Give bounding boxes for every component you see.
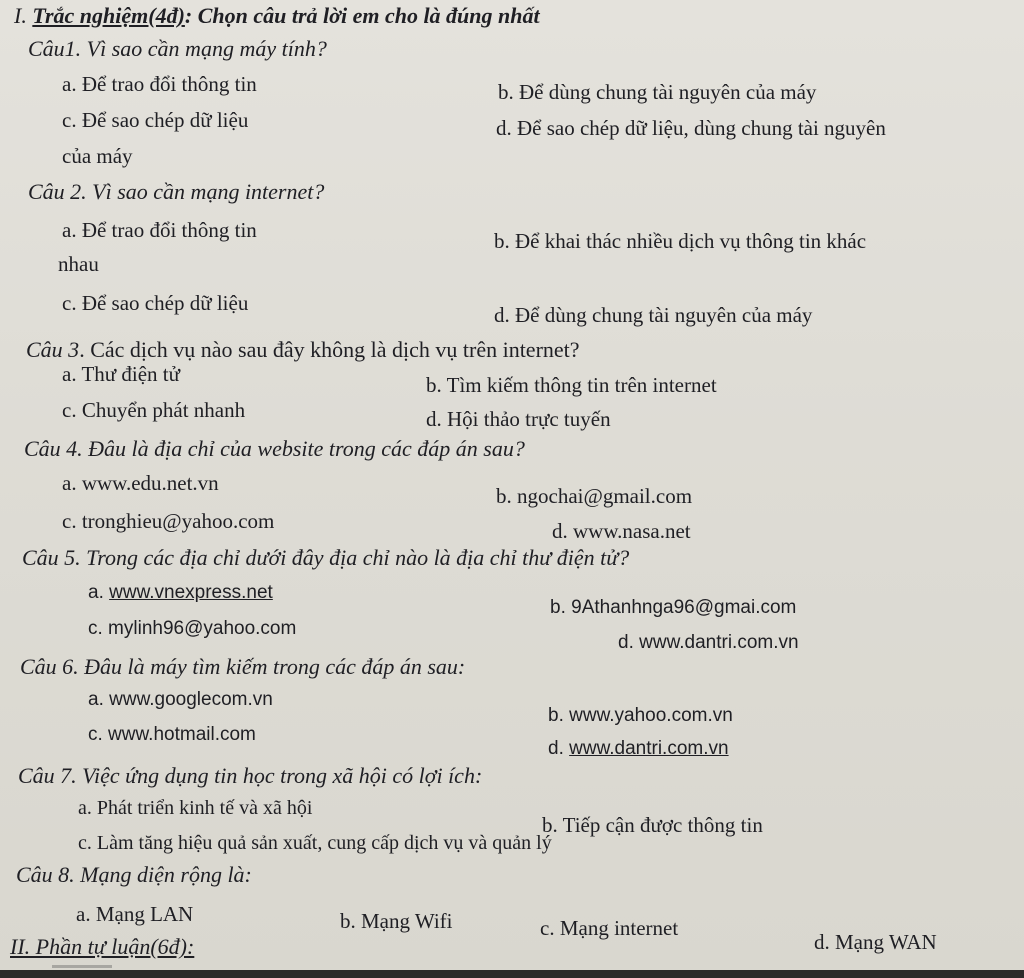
q5-option-a-prefix: a. xyxy=(88,582,110,603)
q5-option-a-link: www.vnexpress.net xyxy=(109,582,273,603)
q2-option-c: c. Để sao chép dữ liệu xyxy=(62,291,249,315)
q5-title: Câu 5. Trong các địa chỉ dưới đây địa chỉ nào là địa chỉ thư điện tử? xyxy=(22,545,630,570)
q3-option-d: d. Hội thảo trực tuyến xyxy=(426,407,611,431)
q5-option-a xyxy=(88,581,273,605)
q8-option-a: a. Mạng LAN xyxy=(76,902,194,926)
q6-option-d-link: www.dantri.com.vn xyxy=(569,738,729,759)
q7-option-a: a. Phát triển kinh tế và xã hội xyxy=(78,797,313,819)
section2-heading: II. Phần tự luận(6đ): xyxy=(10,934,195,959)
q1-option-d: d. Để sao chép dữ liệu, dùng chung tài nguyên xyxy=(496,116,886,140)
section1-instruction: : Chọn câu trả lời em cho là đúng nhất xyxy=(184,3,540,28)
q5-option-b: b. 9Athanhnga96@gmai.com xyxy=(550,597,797,618)
q6-option-c: c. www.hotmail.com xyxy=(88,724,256,745)
q3-label: Câu 3 xyxy=(26,337,80,362)
section1-label: Trắc nghiệm(4đ) xyxy=(32,3,185,28)
q3-title xyxy=(26,338,580,362)
section1-number: I. xyxy=(14,3,27,28)
q7-option-c: c. Làm tăng hiệu quả sản xuất, cung cấp dịch vụ và quản lý xyxy=(78,832,552,854)
cut-off-text xyxy=(52,960,112,970)
q4-option-c: c. tronghieu@yahoo.com xyxy=(62,509,275,533)
q2-option-b-continued: nhau xyxy=(58,252,99,276)
q7-option-b: b. Tiếp cận được thông tin xyxy=(542,813,763,837)
q5-option-d: d. www.dantri.com.vn xyxy=(618,632,799,653)
q8-option-b: b. Mạng Wifi xyxy=(340,909,453,933)
q3-text: . Các dịch vụ nào sau đây không là dịch vụ trên internet? xyxy=(79,337,580,362)
q2-option-d: d. Để dùng chung tài nguyên của máy xyxy=(494,303,813,327)
q5-option-c: c. mylinh96@yahoo.com xyxy=(88,618,297,639)
q8-title: Câu 8. Mạng diện rộng là: xyxy=(16,862,252,887)
q8-option-c: c. Mạng internet xyxy=(540,916,679,940)
q7-title: Câu 7. Việc ứng dụng tin học trong xã hội có lợi ích: xyxy=(18,763,483,788)
q1-option-c: c. Để sao chép dữ liệu xyxy=(62,108,249,132)
q6-option-b: b. www.yahoo.com.vn xyxy=(548,705,733,726)
q4-option-b: b. ngochai@gmail.com xyxy=(496,484,693,508)
q2-option-b: b. Để khai thác nhiều dịch vụ thông tin khác xyxy=(494,229,867,253)
q6-option-d-prefix: d. xyxy=(548,738,570,759)
q1-option-d-continued: của máy xyxy=(62,144,133,168)
q6-option-d xyxy=(548,737,729,761)
q3-option-b: b. Tìm kiếm thông tin trên internet xyxy=(426,373,717,397)
q2-title: Câu 2. Vì sao cần mạng internet? xyxy=(28,179,325,204)
q4-option-d: d. www.nasa.net xyxy=(552,519,691,543)
section1-heading xyxy=(14,4,540,28)
q3-option-c: c. Chuyển phát nhanh xyxy=(62,398,246,422)
q6-title: Câu 6. Đâu là máy tìm kiếm trong các đáp án sau: xyxy=(20,654,466,679)
q3-option-a: a. Thư điện tử xyxy=(62,362,181,386)
q4-title: Câu 4. Đâu là địa chỉ của website trong các đáp án sau? xyxy=(24,436,525,461)
q1-title: Câu1. Vì sao cần mạng máy tính? xyxy=(28,36,327,61)
q2-option-a: a. Để trao đổi thông tin xyxy=(62,218,257,242)
q1-option-b: b. Để dùng chung tài nguyên của máy xyxy=(498,80,817,104)
q1-option-a: a. Để trao đổi thông tin xyxy=(62,72,257,96)
q6-option-a: a. www.googlecom.vn xyxy=(88,689,273,710)
q4-option-a: a. www.edu.net.vn xyxy=(62,471,219,495)
q8-option-d: d. Mạng WAN xyxy=(814,930,937,954)
